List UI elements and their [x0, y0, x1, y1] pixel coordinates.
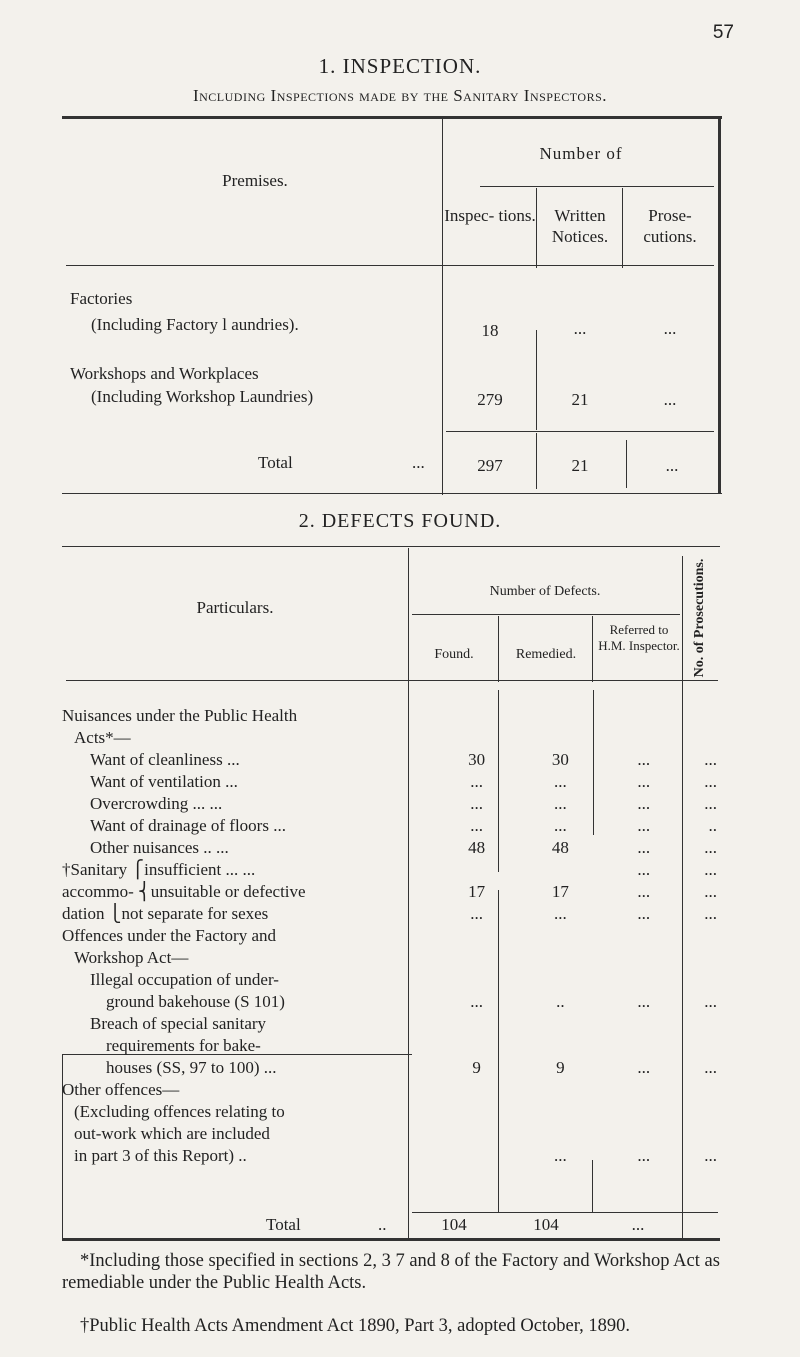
- table-row: [62, 1013, 717, 1035]
- table2-top-rule: [62, 546, 720, 547]
- particulars-cell: Other nuisances .. ...: [90, 838, 229, 857]
- found-cell: [436, 969, 518, 991]
- prosecutions-cell: [684, 1123, 717, 1145]
- prosecutions-cell: [684, 1101, 717, 1123]
- table-row: [62, 1101, 717, 1123]
- table-row: [62, 727, 717, 749]
- remedied-cell: 9: [556, 1058, 565, 1077]
- table-row: [62, 1145, 717, 1167]
- table-row: [62, 771, 717, 793]
- table1-rule: [446, 431, 714, 432]
- table1-divider: [536, 433, 537, 489]
- inspections-header: Inspec- tions.: [444, 206, 536, 225]
- prosecutions-cell: [684, 1079, 717, 1101]
- premises-detail: (Including Workshop Laundries): [91, 387, 314, 406]
- table-row: [62, 1035, 717, 1057]
- found-cell: 9: [472, 1058, 481, 1077]
- particulars-cell: Workshop Act—: [74, 948, 189, 967]
- found-cell: ...: [470, 816, 484, 835]
- table2-bottom-rule: [62, 1238, 720, 1241]
- prosecutions-cell: ...: [704, 794, 717, 813]
- found-cell: [436, 1013, 518, 1035]
- number-of-defects-header: Number of Defects.: [489, 584, 601, 599]
- table-row: [62, 991, 717, 1013]
- total-prosecutions: ...: [665, 456, 679, 475]
- prosecutions-cell: ...: [704, 772, 717, 791]
- table-row: [62, 837, 717, 859]
- referred-cell: [603, 705, 684, 727]
- referred-cell: ...: [637, 838, 651, 857]
- defects-rows: [62, 705, 717, 1167]
- prosecutions-cell: ...: [704, 860, 717, 879]
- particulars-cell: Overcrowding ... ...: [90, 794, 223, 813]
- section2-title: 2. DEFECTS FOUND.: [298, 510, 502, 532]
- prosecutions-cell: [684, 705, 717, 727]
- inspections-value: 18: [481, 321, 499, 340]
- prosecutions-count-header: No. of Prosecutions.: [692, 558, 707, 678]
- prosecutions-cell: ...: [704, 1058, 717, 1077]
- remedied-cell: [518, 947, 603, 969]
- remedied-header: Remedied.: [515, 647, 577, 662]
- particulars-cell: Nuisances under the Public Health: [62, 706, 298, 725]
- referred-cell: [603, 925, 684, 947]
- table2-divider: [592, 1160, 593, 1212]
- written-notices-header: Written Notices.: [551, 206, 609, 246]
- table2-rule: [412, 1212, 718, 1213]
- prosecutions-cell: [684, 1035, 717, 1057]
- particulars-cell: houses (SS, 97 to 100) ...: [106, 1058, 277, 1077]
- referred-cell: ...: [637, 860, 651, 879]
- footnote-adopted: †Public Health Acts Amendment Act 1890, Part 3, adopted October, 1890.: [80, 1316, 631, 1336]
- table2-divider: [498, 616, 499, 682]
- premises-name: Factories: [70, 289, 133, 308]
- table-row: [62, 1079, 717, 1101]
- table1-divider: [622, 188, 623, 268]
- found-cell: ...: [470, 904, 484, 923]
- table1-divider: [536, 188, 537, 268]
- found-cell: [436, 1101, 518, 1123]
- table-row: [62, 815, 717, 837]
- total-dots: ...: [412, 453, 425, 472]
- referred-cell: [603, 727, 684, 749]
- remedied-cell: ..: [556, 992, 565, 1011]
- total-label: Total: [258, 453, 293, 472]
- total-label: Total: [266, 1215, 301, 1234]
- remedied-cell: [518, 969, 603, 991]
- table1-rule: [480, 186, 714, 187]
- particulars-cell: †Sanitary ⎧insufficient ... ...: [62, 860, 256, 879]
- prosecutions-value: ...: [663, 319, 677, 338]
- table2-rule: [412, 614, 680, 615]
- remedied-cell: 48: [551, 838, 569, 857]
- particulars-cell: Illegal occupation of under-: [90, 970, 279, 989]
- particulars-cell: ground bakehouse (S 101): [106, 992, 285, 1011]
- total-found: 104: [441, 1215, 467, 1234]
- found-cell: [436, 1145, 518, 1167]
- found-cell: [436, 727, 518, 749]
- remedied-cell: [518, 705, 603, 727]
- prosecutions-cell: [684, 727, 717, 749]
- prosecutions-cell: ...: [704, 882, 717, 901]
- total-referred: ...: [631, 1215, 645, 1234]
- found-cell: [436, 705, 518, 727]
- remedied-cell: ...: [553, 1146, 567, 1165]
- referred-cell: ...: [637, 1146, 651, 1165]
- referred-cell: [603, 1079, 684, 1101]
- particulars-cell: (Excluding offences relating to: [74, 1102, 285, 1121]
- found-cell: ...: [470, 794, 484, 813]
- referred-cell: ...: [637, 1058, 651, 1077]
- referred-cell: [603, 1123, 684, 1145]
- remedied-cell: [518, 727, 603, 749]
- prosecutions-cell: [684, 925, 717, 947]
- prosecutions-cell: ...: [704, 1146, 717, 1165]
- table1-top-rule: [62, 116, 722, 119]
- referred-cell: ...: [637, 794, 651, 813]
- particulars-cell: requirements for bake-: [106, 1036, 261, 1055]
- found-cell: 48: [468, 838, 486, 857]
- referred-header: Referred to H.M. Inspector.: [598, 622, 680, 653]
- referred-cell: ...: [637, 750, 651, 769]
- particulars-cell: accommo- ⎨unsuitable or defective: [62, 882, 306, 901]
- page-number: 57: [712, 22, 734, 43]
- table-row: [62, 793, 717, 815]
- table-row: [62, 749, 717, 771]
- referred-cell: ...: [637, 992, 651, 1011]
- remedied-cell: ...: [553, 794, 567, 813]
- remedied-cell: [518, 925, 603, 947]
- referred-cell: ...: [637, 882, 651, 901]
- found-cell: [436, 1123, 518, 1145]
- table2-divider: [592, 616, 593, 682]
- particulars-cell: Want of ventilation ...: [90, 772, 238, 791]
- referred-cell: [603, 969, 684, 991]
- referred-cell: ...: [637, 772, 651, 791]
- table-row: [62, 1123, 717, 1145]
- particulars-cell: Breach of special sanitary: [90, 1014, 267, 1033]
- remedied-cell: [518, 1079, 603, 1101]
- prosecutions-cell: [684, 969, 717, 991]
- prosecutions-cell: ...: [704, 838, 717, 857]
- prosecutions-cell: [684, 1013, 717, 1035]
- remedied-cell: [518, 1035, 603, 1057]
- number-of-header: Number of: [539, 144, 623, 163]
- found-cell: 30: [468, 750, 486, 769]
- found-cell: ...: [470, 772, 484, 791]
- premises-header: Premises.: [222, 171, 288, 190]
- footnote-remediable: *Including those specified in sections 2, 3 7 and 8 of the Factory and Workshop Act as remediable under the Public Health Acts.: [62, 1251, 720, 1293]
- premises-name: Workshops and Workplaces: [70, 364, 259, 383]
- found-cell: [436, 925, 518, 947]
- section1-subtitle: Including Inspections made by the Sanitary Inspectors.: [192, 86, 608, 105]
- section1-title: 1. INSPECTION.: [318, 54, 482, 78]
- referred-cell: ...: [637, 816, 651, 835]
- prosecutions-header: Prose- cutions.: [643, 206, 697, 246]
- particulars-header: Particulars.: [196, 598, 274, 617]
- particulars-cell: Offences under the Factory and: [62, 926, 276, 945]
- remedied-cell: [518, 859, 603, 881]
- table-row: [62, 859, 717, 881]
- remedied-cell: ...: [553, 772, 567, 791]
- remedied-cell: [518, 1123, 603, 1145]
- remedied-cell: ...: [553, 816, 567, 835]
- particulars-cell: Acts*—: [74, 728, 131, 747]
- remedied-cell: 17: [551, 882, 569, 901]
- remedied-cell: [518, 1013, 603, 1035]
- found-cell: 17: [468, 882, 486, 901]
- total-inspections: 297: [477, 456, 503, 475]
- found-cell: [436, 859, 518, 881]
- prosecutions-cell: ...: [704, 750, 717, 769]
- found-header: Found.: [434, 647, 474, 662]
- referred-cell: [603, 1013, 684, 1035]
- table-row: [62, 903, 717, 925]
- particulars-cell: Want of drainage of floors ...: [90, 816, 286, 835]
- notices-value: 21: [571, 390, 589, 409]
- table1-bottom-rule: [62, 493, 722, 494]
- table-row: [62, 969, 717, 991]
- table-row: [62, 947, 717, 969]
- prosecutions-value: ...: [663, 390, 677, 409]
- prosecutions-cell: ..: [708, 816, 717, 835]
- referred-cell: [603, 947, 684, 969]
- found-cell: [436, 1079, 518, 1101]
- prosecutions-cell: ...: [704, 992, 717, 1011]
- remedied-cell: [518, 1101, 603, 1123]
- total-notices: 21: [571, 456, 589, 475]
- particulars-cell: Want of cleanliness ...: [90, 750, 240, 769]
- particulars-cell: Other offences—: [62, 1080, 180, 1099]
- table-row: [62, 705, 717, 727]
- table1-rule: [66, 265, 714, 266]
- table1-divider: [442, 119, 443, 495]
- table1-right-rule: [718, 116, 721, 494]
- notices-value: ...: [573, 319, 587, 338]
- particulars-cell: dation ⎩not separate for sexes: [62, 904, 269, 923]
- table1-divider: [536, 330, 537, 430]
- table-row: [62, 1057, 717, 1079]
- table1-divider: [626, 440, 627, 488]
- inspections-value: 279: [477, 390, 503, 409]
- prosecutions-cell: ...: [704, 904, 717, 923]
- total-remedied: 104: [533, 1215, 559, 1234]
- found-cell: ...: [470, 992, 484, 1011]
- found-cell: [436, 1035, 518, 1057]
- particulars-cell: out-work which are included: [74, 1124, 270, 1143]
- total-dots: ..: [378, 1215, 387, 1234]
- found-cell: [436, 947, 518, 969]
- premises-detail: (Including Factory l aundries).: [91, 315, 299, 334]
- particulars-cell: in part 3 of this Report) ..: [74, 1146, 247, 1165]
- table-row: [62, 925, 717, 947]
- prosecutions-cell: [684, 947, 717, 969]
- table2-rule: [66, 680, 718, 681]
- remedied-cell: ...: [553, 904, 567, 923]
- table-row: [62, 881, 717, 903]
- referred-cell: [603, 1101, 684, 1123]
- referred-cell: [603, 1035, 684, 1057]
- remedied-cell: 30: [551, 750, 569, 769]
- referred-cell: ...: [637, 904, 651, 923]
